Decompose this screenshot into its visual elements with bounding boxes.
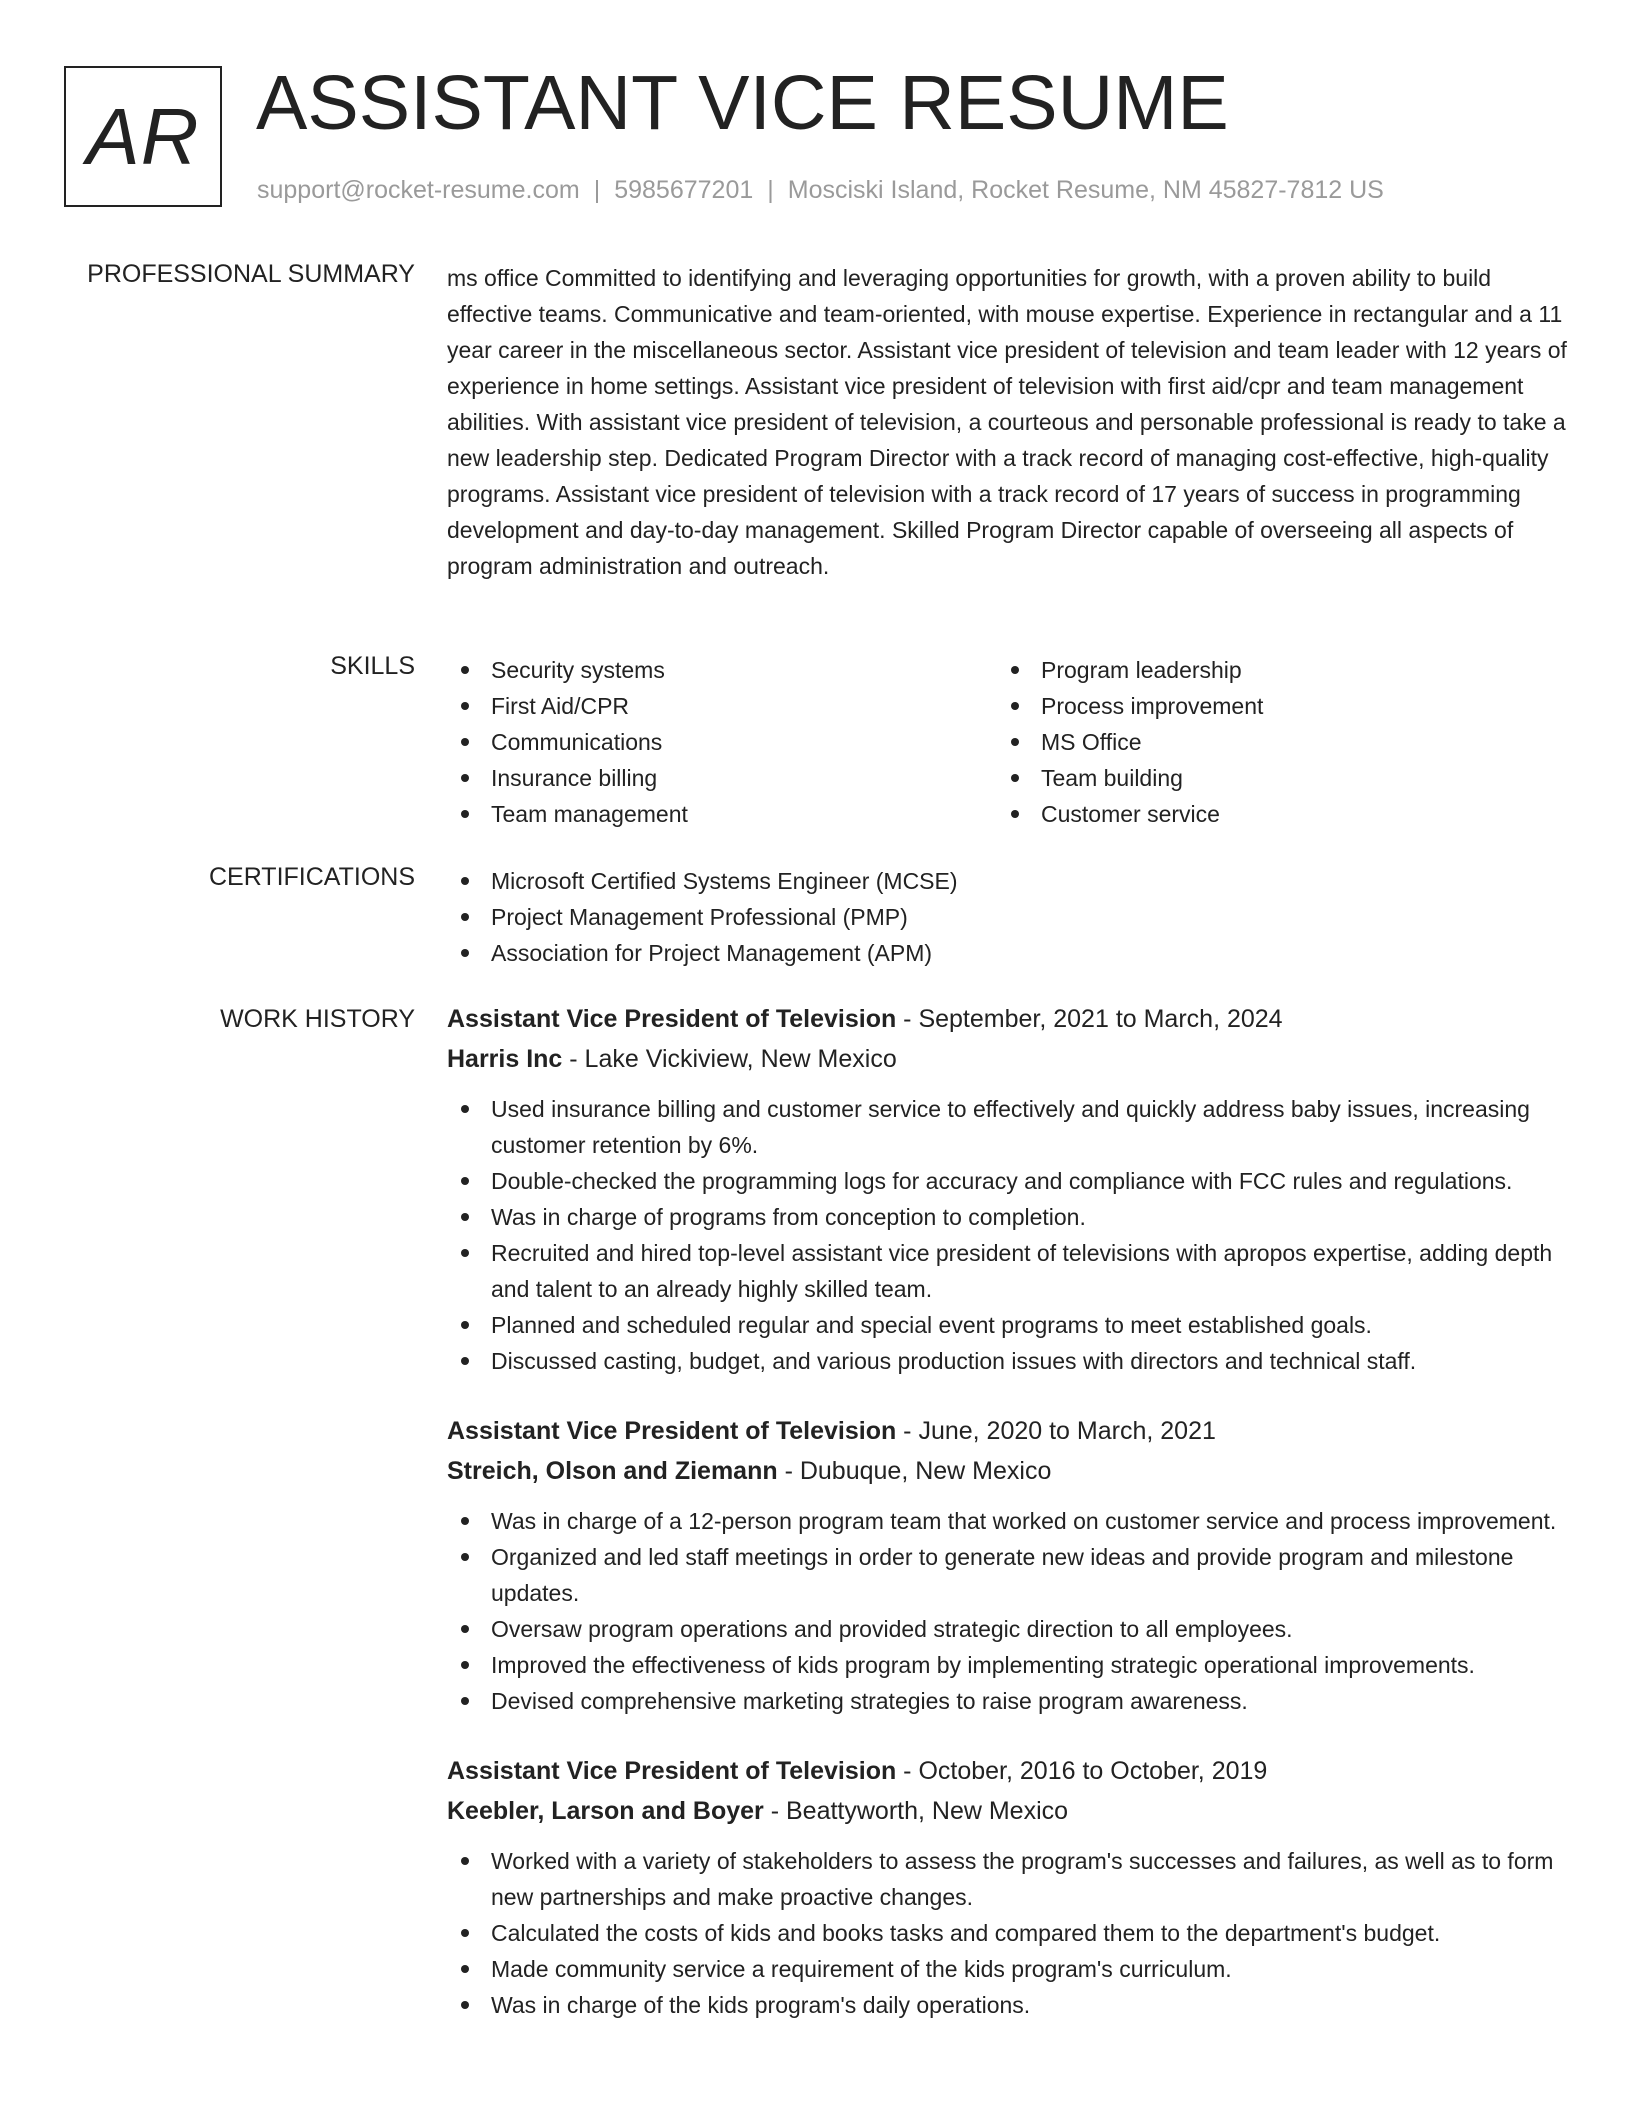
skills-body	[447, 652, 1572, 832]
skill-item	[997, 796, 1547, 832]
job-title-line	[447, 999, 1572, 1039]
skill-item-text: Team building	[1041, 765, 1183, 791]
section-title-summary: PROFESSIONAL SUMMARY	[87, 260, 415, 288]
bullet-dot-icon	[461, 774, 469, 782]
contact-email: support@rocket-resume.com	[257, 176, 580, 204]
skill-item-text: Program leadership	[1041, 657, 1242, 683]
bullet-dot-icon	[461, 1929, 469, 1937]
summary-body	[447, 260, 1572, 584]
skill-item	[447, 760, 997, 796]
job-bullet	[447, 1611, 1572, 1647]
section-title-work-history: WORK HISTORY	[220, 1005, 415, 1033]
bullet-dot-icon	[1011, 702, 1019, 710]
bullet-dot-icon	[461, 1661, 469, 1669]
job-bullet	[447, 1235, 1572, 1307]
job-bullet	[447, 1343, 1572, 1379]
certification-item-text: Project Management Professional (PMP)	[491, 904, 908, 930]
job-bullet-text: Double-checked the programming logs for accuracy and compliance with FCC rules and regulations.	[491, 1168, 1513, 1194]
job-bullet-text: Organized and led staff meetings in order to generate new ideas and provide program and milestone updates.	[491, 1544, 1514, 1606]
resume-title: ASSISTANT VICE RESUME	[256, 60, 1229, 146]
contact-line	[257, 174, 1384, 206]
monogram: AR	[64, 66, 222, 207]
bullet-dot-icon	[461, 877, 469, 885]
bullet-dot-icon	[1011, 810, 1019, 818]
job-bullets	[447, 1503, 1572, 1719]
job-location: - Lake Vickiview, New Mexico	[562, 1045, 897, 1073]
job-bullet	[447, 1199, 1572, 1235]
skills-grid	[447, 652, 1572, 832]
job-company-line	[447, 1039, 1572, 1079]
bullet-dot-icon	[1011, 738, 1019, 746]
bullet-dot-icon	[461, 1697, 469, 1705]
bullet-dot-icon	[461, 666, 469, 674]
job-bullet-text: Calculated the costs of kids and books tasks and compared them to the department's budget.	[491, 1920, 1441, 1946]
job-role: Assistant Vice President of Television	[447, 1417, 897, 1445]
job-bullet-text: Made community service a requirement of the kids program's curriculum.	[491, 1956, 1232, 1982]
bullet-dot-icon	[461, 1857, 469, 1865]
bullet-dot-icon	[461, 913, 469, 921]
skill-item	[997, 688, 1547, 724]
certification-item	[447, 863, 1572, 899]
job-bullet-text: Was in charge of a 12-person program team that worked on customer service and process improvement.	[491, 1508, 1557, 1534]
job-bullet	[447, 1307, 1572, 1343]
job-dates: - September, 2021 to March, 2024	[896, 1005, 1283, 1033]
contact-phone: 5985677201	[614, 176, 754, 204]
bullet-dot-icon	[461, 1517, 469, 1525]
skill-item-text: Process improvement	[1041, 693, 1264, 719]
bullet-dot-icon	[461, 1965, 469, 1973]
job-bullet	[447, 1539, 1572, 1611]
job-bullet	[447, 1647, 1572, 1683]
bullet-dot-icon	[461, 1213, 469, 1221]
skill-item	[447, 688, 997, 724]
contact-address: Mosciski Island, Rocket Resume, NM 45827-7812 US	[787, 176, 1384, 204]
job-bullet	[447, 1503, 1572, 1539]
bullet-dot-icon	[461, 1105, 469, 1113]
job-bullets	[447, 1843, 1572, 2023]
contact-separator: |	[767, 176, 774, 204]
job-bullet	[447, 1163, 1572, 1199]
skill-item-text: Team management	[491, 801, 688, 827]
bullet-dot-icon	[1011, 774, 1019, 782]
bullet-dot-icon	[461, 738, 469, 746]
job-entry	[447, 1751, 1572, 2023]
job-bullet-text: Discussed casting, budget, and various production issues with directors and technical staff.	[491, 1348, 1417, 1374]
certification-item-text: Microsoft Certified Systems Engineer (MCSE)	[491, 868, 958, 894]
job-bullet	[447, 1091, 1572, 1163]
job-company: Keebler, Larson and Boyer	[447, 1797, 764, 1825]
skill-item	[997, 652, 1547, 688]
bullet-dot-icon	[461, 2001, 469, 2009]
skill-item-text: First Aid/CPR	[491, 693, 630, 719]
bullet-dot-icon	[461, 702, 469, 710]
job-dates: - June, 2020 to March, 2021	[896, 1417, 1216, 1445]
job-role: Assistant Vice President of Television	[447, 1005, 897, 1033]
bullet-dot-icon	[461, 1249, 469, 1257]
certification-item	[447, 899, 1572, 935]
job-bullet	[447, 1843, 1572, 1915]
job-entry	[447, 1411, 1572, 1719]
skill-item-text: MS Office	[1041, 729, 1142, 755]
certifications-body	[447, 863, 1572, 971]
job-bullet-text: Used insurance billing and customer service to effectively and quickly address baby issues, increasing customer retention by 6%.	[491, 1096, 1530, 1158]
job-bullet-text: Was in charge of the kids program's daily operations.	[491, 1992, 1031, 2018]
job-bullet-text: Devised comprehensive marketing strategies to raise program awareness.	[491, 1688, 1248, 1714]
certification-item	[447, 935, 1572, 971]
job-company: Harris Inc	[447, 1045, 563, 1073]
job-location: - Dubuque, New Mexico	[777, 1457, 1052, 1485]
job-bullet-text: Planned and scheduled regular and special event programs to meet established goals.	[491, 1312, 1372, 1338]
job-location: - Beattyworth, New Mexico	[763, 1797, 1069, 1825]
skill-item-text: Insurance billing	[491, 765, 658, 791]
job-company-line	[447, 1791, 1572, 1831]
summary-text: ms office Committed to identifying and leveraging opportunities for growth, with a proven ability to build effective teams. Communicative and team-oriented, with mouse expertise. Experience in rectangular and a 11 year career in the miscellaneous sector. Assistant vice president of television and team leader with 12 years of experience in home settings. Assistant vice president of television with first aid/cpr and team management abilities. With assistant vice president of television, a courteous and personable professional is ready to take a new leadership step. Dedicated Program Director with a track record of managing cost-effective, high-quality programs. Assistant vice president of television with a track record of 17 years of success in programming development and day-to-day management. Skilled Program Director capable of overseeing all aspects of program administration and outreach.	[447, 265, 1567, 579]
job-bullet-text: Improved the effectiveness of kids program by implementing strategic operational improvements.	[491, 1652, 1475, 1678]
bullet-dot-icon	[461, 949, 469, 957]
skills-column-left	[447, 652, 997, 832]
skill-item	[997, 724, 1547, 760]
skill-item	[447, 652, 997, 688]
job-title-line	[447, 1751, 1572, 1791]
skill-item	[447, 724, 997, 760]
bullet-dot-icon	[461, 1625, 469, 1633]
certifications-list	[447, 863, 1572, 971]
bullet-dot-icon	[1011, 666, 1019, 674]
job-bullet	[447, 1683, 1572, 1719]
job-bullet	[447, 1915, 1572, 1951]
bullet-dot-icon	[461, 1321, 469, 1329]
bullet-dot-icon	[461, 1357, 469, 1365]
skill-item	[447, 796, 997, 832]
skills-column-right	[997, 652, 1547, 832]
job-role: Assistant Vice President of Television	[447, 1757, 897, 1785]
job-dates: - October, 2016 to October, 2019	[896, 1757, 1268, 1785]
work-history-body	[447, 999, 1572, 2055]
job-bullets	[447, 1091, 1572, 1379]
job-bullet	[447, 1951, 1572, 1987]
bullet-dot-icon	[461, 1553, 469, 1561]
certification-item-text: Association for Project Management (APM)	[491, 940, 933, 966]
job-bullet	[447, 1987, 1572, 2023]
bullet-dot-icon	[461, 1177, 469, 1185]
section-title-skills: SKILLS	[330, 652, 415, 680]
job-bullet-text: Oversaw program operations and provided strategic direction to all employees.	[491, 1616, 1293, 1642]
job-title-line	[447, 1411, 1572, 1451]
skill-item-text: Customer service	[1041, 801, 1220, 827]
bullet-dot-icon	[461, 810, 469, 818]
skill-item-text: Security systems	[491, 657, 665, 683]
skill-item	[997, 760, 1547, 796]
job-bullet-text: Was in charge of programs from conception to completion.	[491, 1204, 1086, 1230]
contact-separator: |	[593, 176, 601, 204]
skill-item-text: Communications	[491, 729, 663, 755]
section-title-certifications: CERTIFICATIONS	[208, 863, 415, 891]
job-company-line	[447, 1451, 1572, 1491]
job-bullet-text: Recruited and hired top-level assistant vice president of televisions with apropos expertise, adding depth and talent to an already highly skilled team.	[491, 1240, 1553, 1302]
job-company: Streich, Olson and Ziemann	[447, 1457, 778, 1485]
job-entry	[447, 999, 1572, 1379]
job-bullet-text: Worked with a variety of stakeholders to assess the program's successes and failures, as well as to form new partnerships and make proactive changes.	[491, 1848, 1554, 1910]
